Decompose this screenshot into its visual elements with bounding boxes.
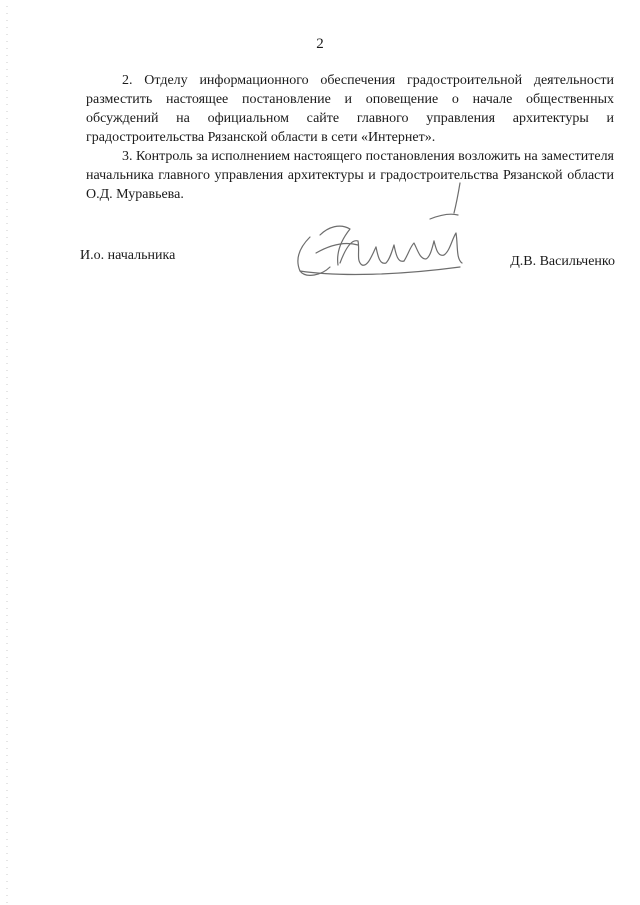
paragraph-3: 3. Контроль за исполнением настоящего постановления возложить на заместителя начальника главного управления архитектуры и градостроительства Рязанской области О.Д. Муравьева.	[86, 149, 614, 202]
scan-edge-artifact	[6, 0, 8, 905]
paragraph-2: 2. Отделу информационного обеспечения градостроительной деятельности разместить настоящее постановление и оповещение о начале общественных обсуждений на официальном сайте главного управления архитектуры и градостроительства Рязанской области в сети «Интернет».	[86, 73, 614, 145]
signatory-name: Д.В. Васильченко	[510, 254, 615, 269]
handwritten-signature	[280, 175, 480, 285]
page-number: 2	[316, 36, 324, 52]
signatory-position: И.о. начальника	[80, 248, 176, 263]
